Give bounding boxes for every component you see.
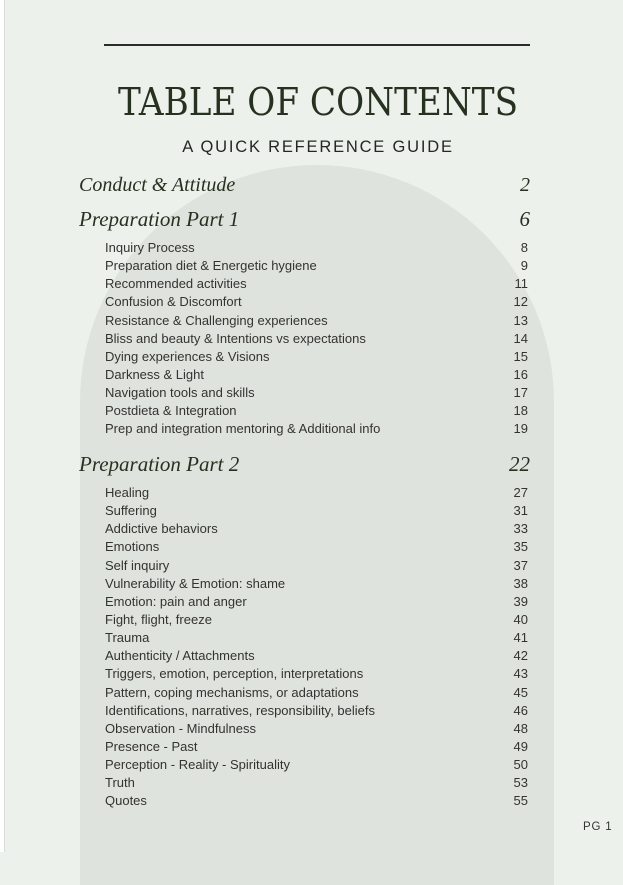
toc-entry-page: 48 (513, 720, 528, 736)
toc-entry-label: Confusion & Discomfort (105, 294, 242, 310)
toc-entry-label: Suffering (105, 503, 157, 519)
top-rule (104, 44, 530, 46)
toc-entry-label: Addictive behaviors (105, 521, 218, 537)
toc-entry[interactable] (105, 384, 528, 402)
toc-entry-page: 42 (513, 648, 528, 664)
toc-entry[interactable] (105, 593, 528, 611)
toc-entry-label: Presence - Past (105, 738, 198, 754)
toc-entry[interactable] (105, 684, 528, 702)
toc-entry[interactable] (105, 484, 528, 502)
toc-entry-page: 45 (513, 684, 528, 700)
toc-entry-label: Perception - Reality - Spirituality (105, 757, 290, 773)
toc-entry[interactable] (105, 348, 528, 366)
toc-entry[interactable] (105, 720, 528, 738)
toc-entry-page: 13 (513, 312, 528, 328)
toc-entry-label: Preparation diet & Energetic hygiene (105, 258, 317, 274)
toc-entry-page: 14 (513, 330, 528, 346)
toc-entry-page: 15 (513, 348, 528, 364)
toc-entry[interactable] (105, 257, 528, 275)
section-page-number: 2 (520, 174, 530, 196)
toc-entry-page: 43 (513, 666, 528, 682)
section-preparation-part-1[interactable] (79, 207, 530, 233)
toc-entry-label: Dying experiences & Visions (105, 348, 270, 364)
toc-entry-label: Emotion: pain and anger (105, 593, 247, 609)
toc-entry-page: 16 (513, 366, 528, 382)
section-title: Conduct & Attitude (79, 174, 236, 196)
section-title: Preparation Part 2 (79, 452, 240, 476)
toc-entry-label: Identifications, narratives, responsibility, beliefs (105, 702, 375, 718)
toc-entry[interactable] (105, 629, 528, 647)
section-page-number: 22 (509, 452, 530, 476)
toc-entry-page: 8 (520, 240, 528, 255)
toc-entry[interactable] (105, 774, 528, 792)
toc-entry-page: 33 (513, 521, 528, 537)
toc-entry[interactable] (105, 538, 528, 556)
toc-entry[interactable] (105, 611, 528, 629)
toc-entry-page: 27 (513, 485, 528, 500)
part-2-entry-list (105, 484, 528, 811)
toc-entry-page: 11 (514, 276, 528, 292)
toc-entry-label: Inquiry Process (105, 240, 195, 255)
toc-entry-label: Pattern, coping mechanisms, or adaptations (105, 684, 359, 700)
toc-entry-label: Bliss and beauty & Intentions vs expectations (105, 330, 366, 346)
toc-entry-label: Emotions (105, 539, 160, 555)
section-conduct-attitude[interactable] (79, 174, 530, 200)
toc-entry-page: 49 (513, 738, 528, 754)
toc-entry[interactable] (105, 312, 528, 330)
toc-entry-page: 40 (513, 611, 528, 627)
toc-entry-page: 19 (513, 421, 528, 437)
toc-entry-label: Resistance & Challenging experiences (105, 312, 328, 328)
toc-entry-label: Fight, flight, freeze (105, 611, 212, 627)
toc-entry-page: 39 (513, 593, 528, 609)
toc-entry-page: 31 (513, 503, 528, 519)
toc-entry-label: Prep and integration mentoring & Additional info (105, 421, 381, 437)
toc-entry-label: Authenticity / Attachments (105, 648, 255, 664)
toc-entry[interactable] (105, 702, 528, 720)
toc-entry-page: 35 (513, 539, 528, 555)
toc-entry-page: 53 (513, 775, 528, 791)
toc-entry-label: Healing (105, 485, 150, 500)
page-subtitle: A QUICK REFERENCE GUIDE (182, 138, 454, 156)
toc-entry[interactable] (105, 738, 528, 756)
page-edge (0, 0, 5, 852)
toc-entry[interactable] (105, 293, 528, 311)
toc-entry-label: Trauma (105, 630, 150, 646)
toc-entry[interactable] (105, 275, 528, 293)
section-page-number: 6 (519, 207, 530, 231)
page-number: PG 1 (583, 821, 613, 833)
toc-entry-page: 55 (513, 793, 528, 809)
toc-entry-label: Self inquiry (105, 557, 170, 573)
toc-entry[interactable] (105, 366, 528, 384)
toc-entry[interactable] (105, 665, 528, 683)
toc-entry-page: 38 (513, 575, 528, 591)
toc-entry[interactable] (105, 520, 528, 538)
toc-entry[interactable] (105, 402, 528, 420)
toc-entry-label: Navigation tools and skills (105, 385, 255, 401)
toc-entry[interactable] (105, 330, 528, 348)
toc-entry[interactable] (105, 792, 528, 810)
toc-entry-label: Triggers, emotion, perception, interpretations (105, 666, 364, 682)
toc-entry-label: Truth (105, 775, 135, 791)
toc-entry-page: 9 (520, 258, 528, 274)
toc-entry-label: Recommended activities (105, 276, 247, 292)
toc-entry-label: Observation - Mindfulness (105, 720, 257, 736)
toc-entry[interactable] (105, 575, 528, 593)
section-title: Preparation Part 1 (79, 207, 240, 231)
section-preparation-part-2[interactable] (79, 452, 530, 478)
toc-entry[interactable] (105, 557, 528, 575)
toc-entry-page: 18 (513, 403, 528, 419)
toc-entry-page: 17 (513, 385, 528, 401)
toc-entry[interactable] (105, 756, 528, 774)
toc-entry-label: Quotes (105, 793, 147, 809)
toc-entry-label: Vulnerability & Emotion: shame (105, 575, 286, 591)
toc-entry[interactable] (105, 647, 528, 665)
toc-entry[interactable] (105, 239, 528, 257)
toc-entry-label: Postdieta & Integration (105, 403, 237, 419)
toc-entry-page: 12 (513, 294, 528, 310)
toc-entry[interactable] (105, 420, 528, 438)
page-title: TABLE OF CONTENTS (117, 80, 519, 124)
toc-entry-page: 50 (513, 757, 528, 773)
toc-entry[interactable] (105, 502, 528, 520)
toc-entry-label: Darkness & Light (105, 366, 204, 382)
part-1-entry-list (105, 239, 528, 439)
toc-entry-page: 41 (513, 630, 528, 646)
toc-entry-page: 37 (513, 557, 528, 573)
toc-entry-page: 46 (513, 702, 528, 718)
